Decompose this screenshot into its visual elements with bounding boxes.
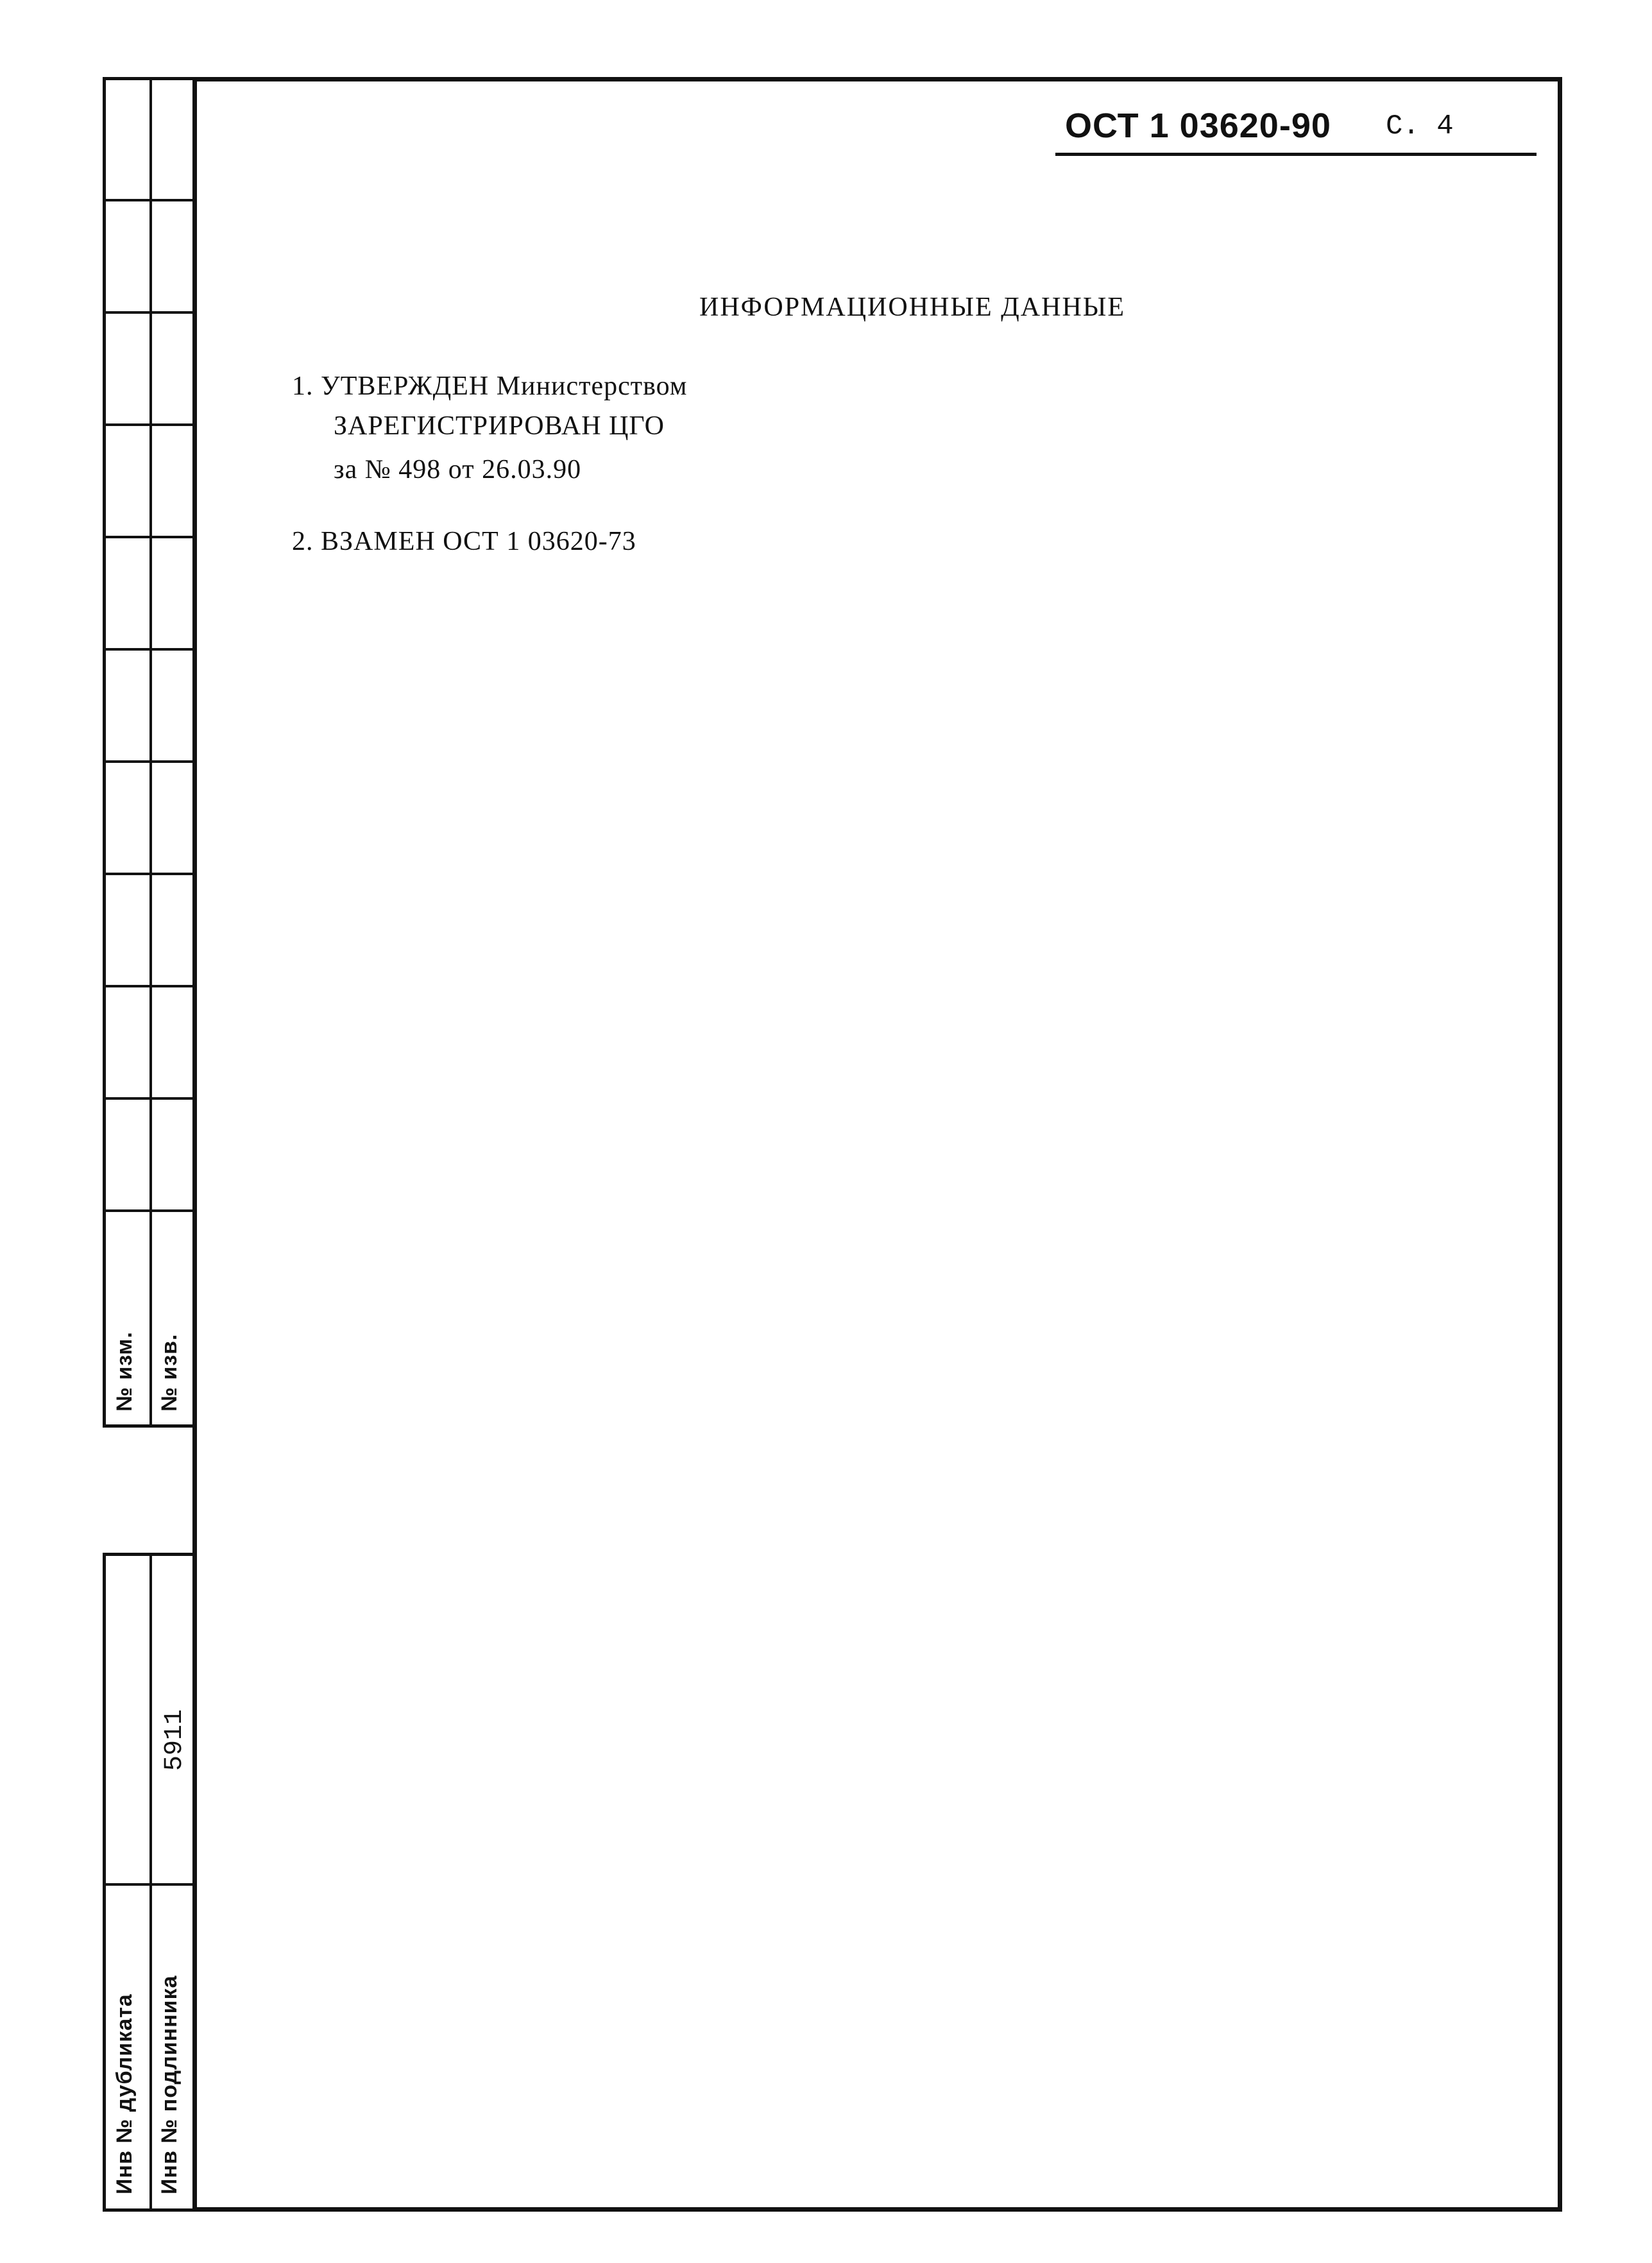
strip-row-line <box>106 1097 197 1100</box>
document-code: ОСТ 1 03620-90 <box>1065 107 1331 145</box>
notice-no-label: № изв. <box>157 1333 182 1412</box>
page-title: ИНФОРМАЦИОННЫЕ ДАННЫЕ <box>699 293 1126 322</box>
strip-row-line <box>106 423 197 426</box>
item-1-approved: 1. УТВЕРЖДЕН Министерством <box>292 371 688 401</box>
strip-row-line <box>106 985 197 987</box>
strip-row-line <box>106 311 197 314</box>
item-1-registration-number: за № 498 от 26.03.90 <box>334 455 582 484</box>
duplicate-inv-label: Инв № дубликата <box>112 1994 137 2194</box>
strip-divider <box>149 1556 152 2208</box>
strip-divider <box>149 80 152 1424</box>
strip-row-line <box>106 199 197 201</box>
item-1-registered: ЗАРЕГИСТРИРОВАН ЦГО <box>334 411 665 441</box>
strip-row-line <box>106 1883 197 1886</box>
strip-row-line <box>106 648 197 651</box>
strip-row-line <box>106 1209 197 1212</box>
page-number: С. 4 <box>1386 110 1454 142</box>
original-inv-label: Инв № подлинника <box>157 1975 182 2194</box>
item-2-replaces: 2. ВЗАМЕН ОСТ 1 03620-73 <box>292 527 636 556</box>
change-no-label: № изм. <box>112 1331 137 1412</box>
revision-strip <box>103 77 197 1428</box>
strip-row-line <box>106 760 197 763</box>
header-underline <box>1055 153 1537 156</box>
strip-row-line <box>106 873 197 875</box>
strip-row-line <box>106 536 197 538</box>
original-inv-value: 5911 <box>160 1709 189 1771</box>
